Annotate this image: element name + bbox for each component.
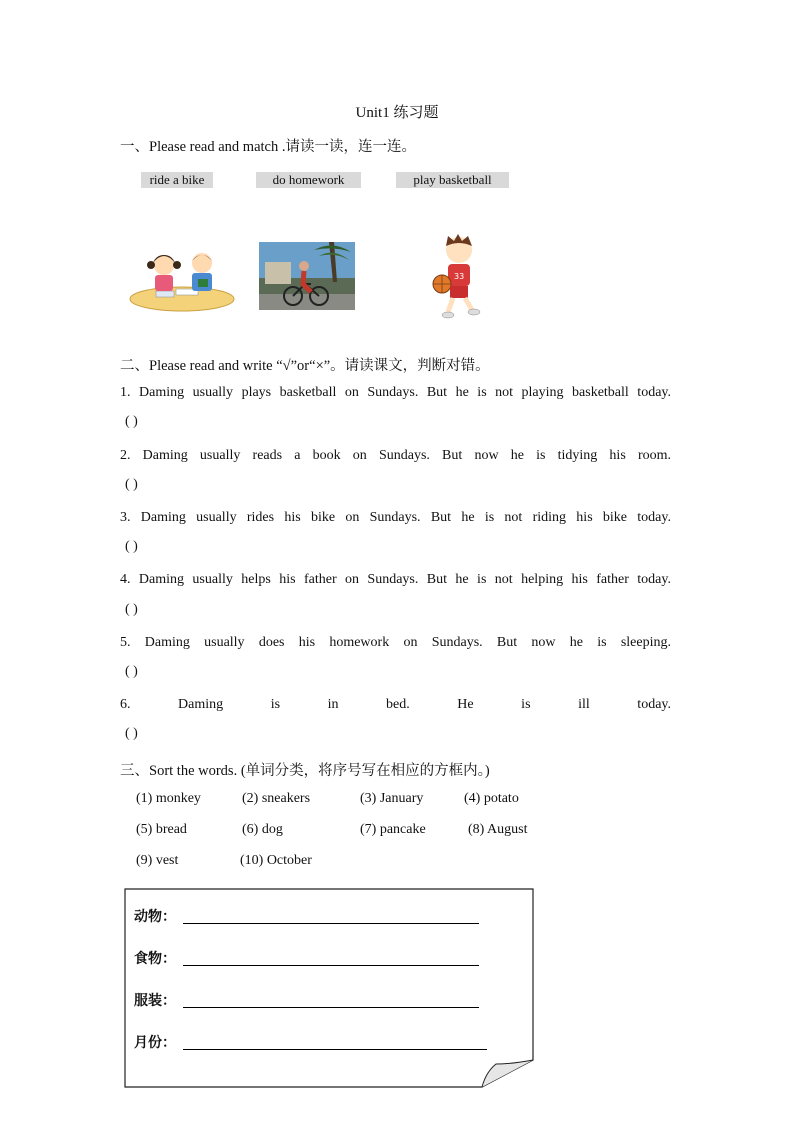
answer-blank-6[interactable]: ( ) [125,726,138,741]
homework-picture [128,245,236,315]
question-2: 2. Daming usually reads a book on Sundays. But now he is tidying his room. [120,448,671,463]
category-label-food: 食物： [134,951,176,967]
answer-blank-3[interactable]: ( ) [125,539,138,554]
chip-play-basketball: play basketball [396,172,509,188]
section2-heading: 二、Please read and write “√”or“×”。请读课文，判断对错。 [120,358,490,374]
category-label-months: 月份： [134,1035,176,1051]
answer-line-animals[interactable] [183,923,479,924]
word-item: (7) pancake [360,822,426,837]
word-item: (4) potato [464,791,519,806]
section3-heading: 三、Sort the words. (单词分类，将序号写在相应的方框内。) [120,763,490,779]
section1-heading: 一、Please read and match .请读一读，连一连。 [120,139,416,155]
word-item: (3) January [360,791,424,806]
page-title: Unit1 练习题 [355,105,439,121]
answer-blank-5[interactable]: ( ) [125,664,138,679]
answer-blank-1[interactable]: ( ) [125,414,138,429]
category-label-clothes: 服装： [134,993,176,1009]
word-item: (9) vest [136,853,179,868]
svg-text:33: 33 [454,272,465,281]
question-4: 4. Daming usually helps his father on Sundays. But he is not helping his father today. [120,572,671,587]
word-item: (1) monkey [136,791,201,806]
chip-do-homework: do homework [256,172,361,188]
word-item: (10) October [240,853,312,868]
answer-line-months[interactable] [183,1049,487,1050]
sorting-box-frame [124,888,536,1090]
answer-line-food[interactable] [183,965,479,966]
answer-blank-4[interactable]: ( ) [125,602,138,617]
question-1: 1. Daming usually plays basketball on Sundays. But he is not playing basketball today. [120,385,671,400]
answer-line-clothes[interactable] [183,1007,479,1008]
word-item: (5) bread [136,822,187,837]
word-item: (6) dog [242,822,283,837]
question-6: 6. Daming is in bed. He is ill today. [120,697,671,712]
question-5: 5. Daming usually does his homework on Sundays. But now he is sleeping. [120,635,671,650]
chip-ride-a-bike: ride a bike [141,172,213,188]
word-item: (8) August [468,822,528,837]
answer-blank-2[interactable]: ( ) [125,477,138,492]
word-item: (2) sneakers [242,791,311,806]
question-3: 3. Daming usually rides his bike on Sundays. But he is not riding his bike today. [120,510,671,525]
category-label-animals: 动物： [134,909,176,925]
bike-picture [259,242,355,310]
basketball-player-picture [428,232,488,322]
